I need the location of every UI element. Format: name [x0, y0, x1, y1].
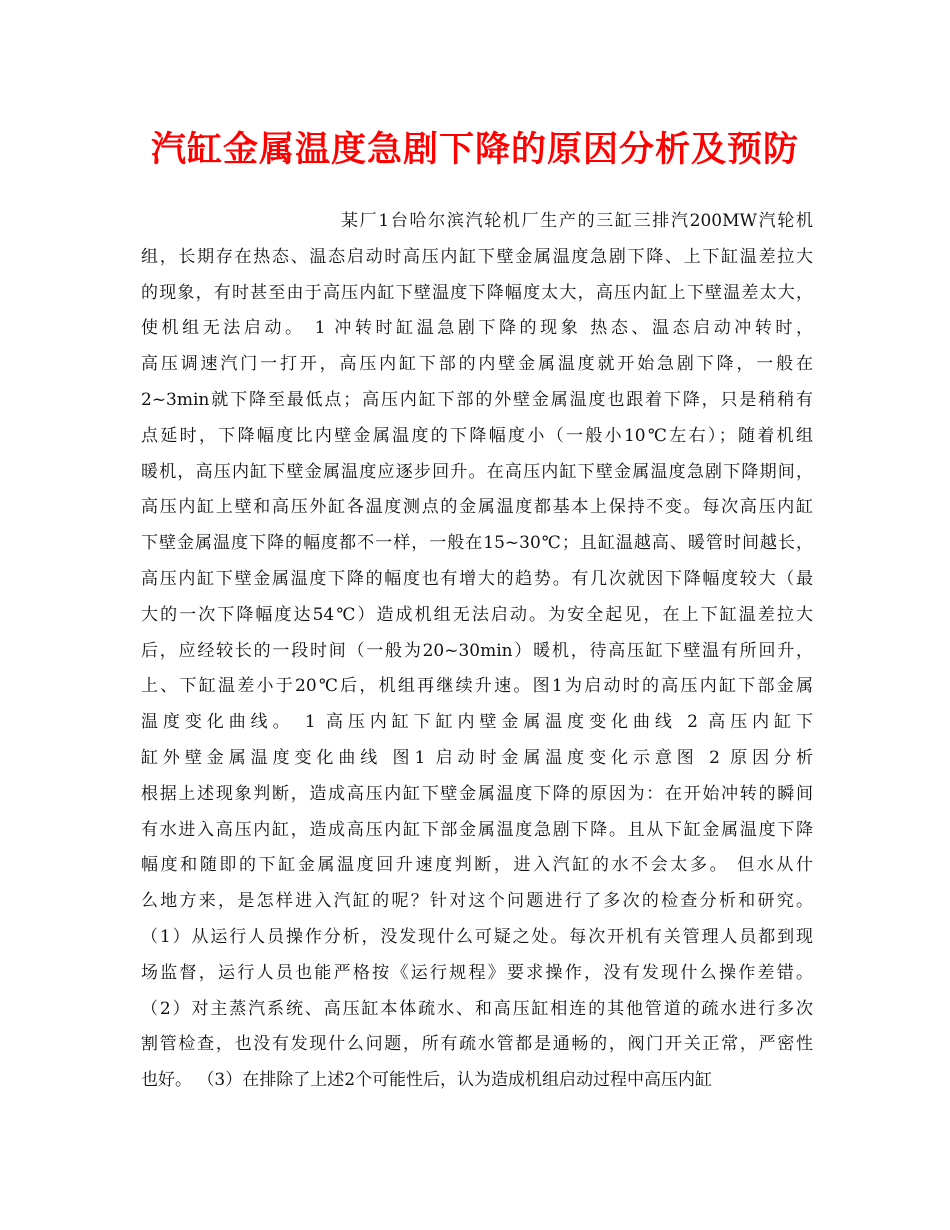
body-line: 后，应经较长的一段时间（一般为20~30min）暖机，待高压缸下壁温有所回升，: [141, 640, 813, 661]
body-line: 上、下缸温差小于20℃后，机组再继续升速。图1为启动时的高压内缸下部金属: [141, 676, 813, 697]
body-line: 点延时，下降幅度比内壁金属温度的下降幅度小（一般小10℃左右）；随着机组: [141, 425, 813, 446]
body-line: 大的一次下降幅度达54℃）造成机组无法启动。为安全起见，在上下缸温差拉大: [141, 604, 813, 625]
body-line: （1）从运行人员操作分析，没发现什么可疑之处。每次开机有关管理人员都到现: [141, 926, 813, 947]
body-line: （2）对主蒸汽系统、高压缸本体疏水、和高压缸相连的其他管道的疏水进行多次: [141, 998, 813, 1019]
body-line: 2~3min就下降至最低点；高压内缸下部的外壁金属温度也跟着下降，只是稍稍有: [141, 389, 813, 410]
body-line: 高压内缸下壁金属温度下降的幅度也有增大的趋势。有几次就因下降幅度较大（最: [141, 568, 813, 589]
body-line: 组，长期存在热态、温态启动时高压内缸下壁金属温度急剧下降、上下缸温差拉大: [141, 246, 813, 267]
body-line: 下壁金属温度下降的幅度都不一样，一般在15~30℃；且缸温越高、暖管时间越长，: [141, 533, 813, 554]
body-line: 使机组无法启动。 1 冲转时缸温急剧下降的现象 热态、温态启动冲转时，: [141, 318, 813, 339]
body-line: 场监督，运行人员也能严格按《运行规程》要求操作，没有发现什么操作差错。: [141, 962, 813, 983]
body-line: 暖机，高压内缸下壁金属温度应逐步回升。在高压内缸下壁金属温度急剧下降期间，: [141, 461, 813, 482]
body-line: 缸外壁金属温度变化曲线 图1 启动时金属温度变化示意图 2 原因分析: [141, 747, 813, 768]
body-line: 某厂1台哈尔滨汽轮机厂生产的三缸三排汽200MW汽轮机: [341, 211, 813, 231]
body-line: 的现象，有时甚至由于高压内缸下壁温度下降幅度太大，高压内缸上下壁温差太大，: [141, 282, 813, 303]
document-title: 汽缸金属温度急剧下降的原因分析及预防: [150, 130, 799, 170]
body-line: 高压内缸上壁和高压外缸各温度测点的金属温度都基本上保持不变。每次高压内缸: [141, 497, 813, 518]
body-line: 高压调速汽门一打开，高压内缸下部的内壁金属温度就开始急剧下降，一般在: [141, 354, 813, 375]
body-line: 幅度和随即的下缸金属温度回升速度判断，进入汽缸的水不会太多。 但水从什: [141, 855, 813, 876]
body-line: 有水进入高压内缸，造成高压内缸下部金属温度急剧下降。且从下缸金属温度下降: [141, 819, 813, 840]
body-line: 割管检查，也没有发现什么问题，所有疏水管都是通畅的，阀门开关正常，严密性: [141, 1034, 813, 1055]
body-line: 温度变化曲线。 1 高压内缸下缸内壁金属温度变化曲线 2 高压内缸下: [141, 712, 813, 733]
body-line: 么地方来，是怎样进入汽缸的呢？针对这个问题进行了多次的检查分析和研究。: [141, 891, 813, 912]
body-line: 也好。 （3）在排除了上述2个可能性后，认为造成机组启动过程中高压内缸: [141, 1070, 713, 1091]
document-body: [141, 204, 813, 1099]
body-line: 根据上述现象判断，造成高压内缸下壁金属温度下降的原因为：在开始冲转的瞬间: [141, 783, 813, 804]
